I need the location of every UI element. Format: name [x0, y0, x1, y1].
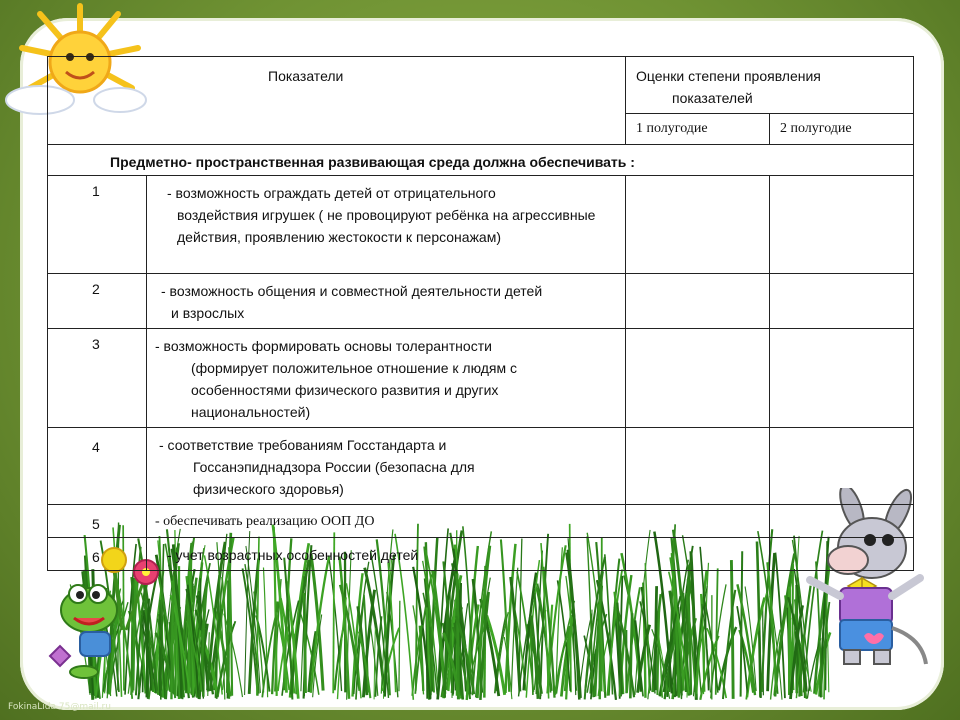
row-eval-1 — [626, 538, 770, 571]
row-eval-2 — [770, 176, 914, 274]
indicators-table — [47, 56, 914, 571]
row-number: 4 — [48, 428, 147, 505]
row-indicator-first: - соответствие требованиям Госстандарта и — [159, 437, 447, 453]
row-eval-1 — [626, 176, 770, 274]
row-eval-1 — [626, 329, 770, 428]
table-row — [48, 274, 914, 329]
header-indicators — [48, 57, 626, 145]
header-half-year-1 — [626, 114, 770, 145]
row-number: 2 — [48, 274, 147, 329]
header-half-year-2 — [770, 114, 914, 145]
row-indicator — [147, 428, 626, 505]
row-indicator-first: - обеспечивать реализацию ООП ДО — [155, 514, 375, 529]
row-number: 5 — [48, 505, 147, 538]
row-eval-2 — [770, 428, 914, 505]
row-indicator — [147, 176, 626, 274]
row-indicator — [147, 505, 626, 538]
row-indicator — [147, 538, 626, 571]
row-eval-2 — [770, 329, 914, 428]
row-indicator — [147, 329, 626, 428]
header-indicators-label: Показатели — [268, 68, 344, 84]
row-indicator-rest: Госсанэпиднадзора России (безопасна для физического здоровья) — [193, 459, 475, 497]
row-eval-1 — [626, 505, 770, 538]
row-eval-2 — [770, 538, 914, 571]
row-eval-2 — [770, 505, 914, 538]
header-evaluation — [626, 57, 914, 114]
row-indicator-first: - возможность формировать основы толерантности — [155, 338, 492, 354]
table-row — [48, 176, 914, 274]
section-title: Предметно- пространственная развивающая среда должна обеспечивать : — [110, 154, 635, 170]
table-row — [48, 329, 914, 428]
header-half-year-2-label: 2 полугодие — [780, 121, 852, 136]
row-number: 6 — [48, 538, 147, 571]
row-indicator-rest: и взрослых — [171, 305, 245, 321]
table-row — [48, 505, 914, 538]
row-indicator-first: - возможность общения и совместной деятельности детей — [161, 283, 543, 299]
row-eval-1 — [626, 274, 770, 329]
row-indicator — [147, 274, 626, 329]
row-number: 1 — [48, 176, 147, 274]
row-indicator-rest: воздействия игрушек ( не провоцируют ребёнка на агрессивные действия, проявлению жестокости к персонажам) — [177, 207, 596, 245]
row-indicator-first: - возможность ограждать детей от отрицательного — [167, 185, 496, 201]
author-credit: FokinaLida.75@mail.ru — [8, 702, 111, 712]
row-indicator-first: - учет возрастных особенностей детей — [167, 547, 419, 563]
table-row — [48, 538, 914, 571]
header-half-year-1-label: 1 полугодие — [636, 121, 708, 136]
row-eval-1 — [626, 428, 770, 505]
row-indicator-rest: (формирует положительное отношение к людям с особенностями физического развития и других национальностей) — [191, 360, 518, 420]
row-eval-2 — [770, 274, 914, 329]
header-evaluation-line1: Оценки степени проявления — [636, 68, 821, 84]
table-row — [48, 428, 914, 505]
section-title-row — [48, 145, 914, 176]
header-evaluation-line2: показателей — [672, 90, 753, 106]
row-number: 3 — [48, 329, 147, 428]
